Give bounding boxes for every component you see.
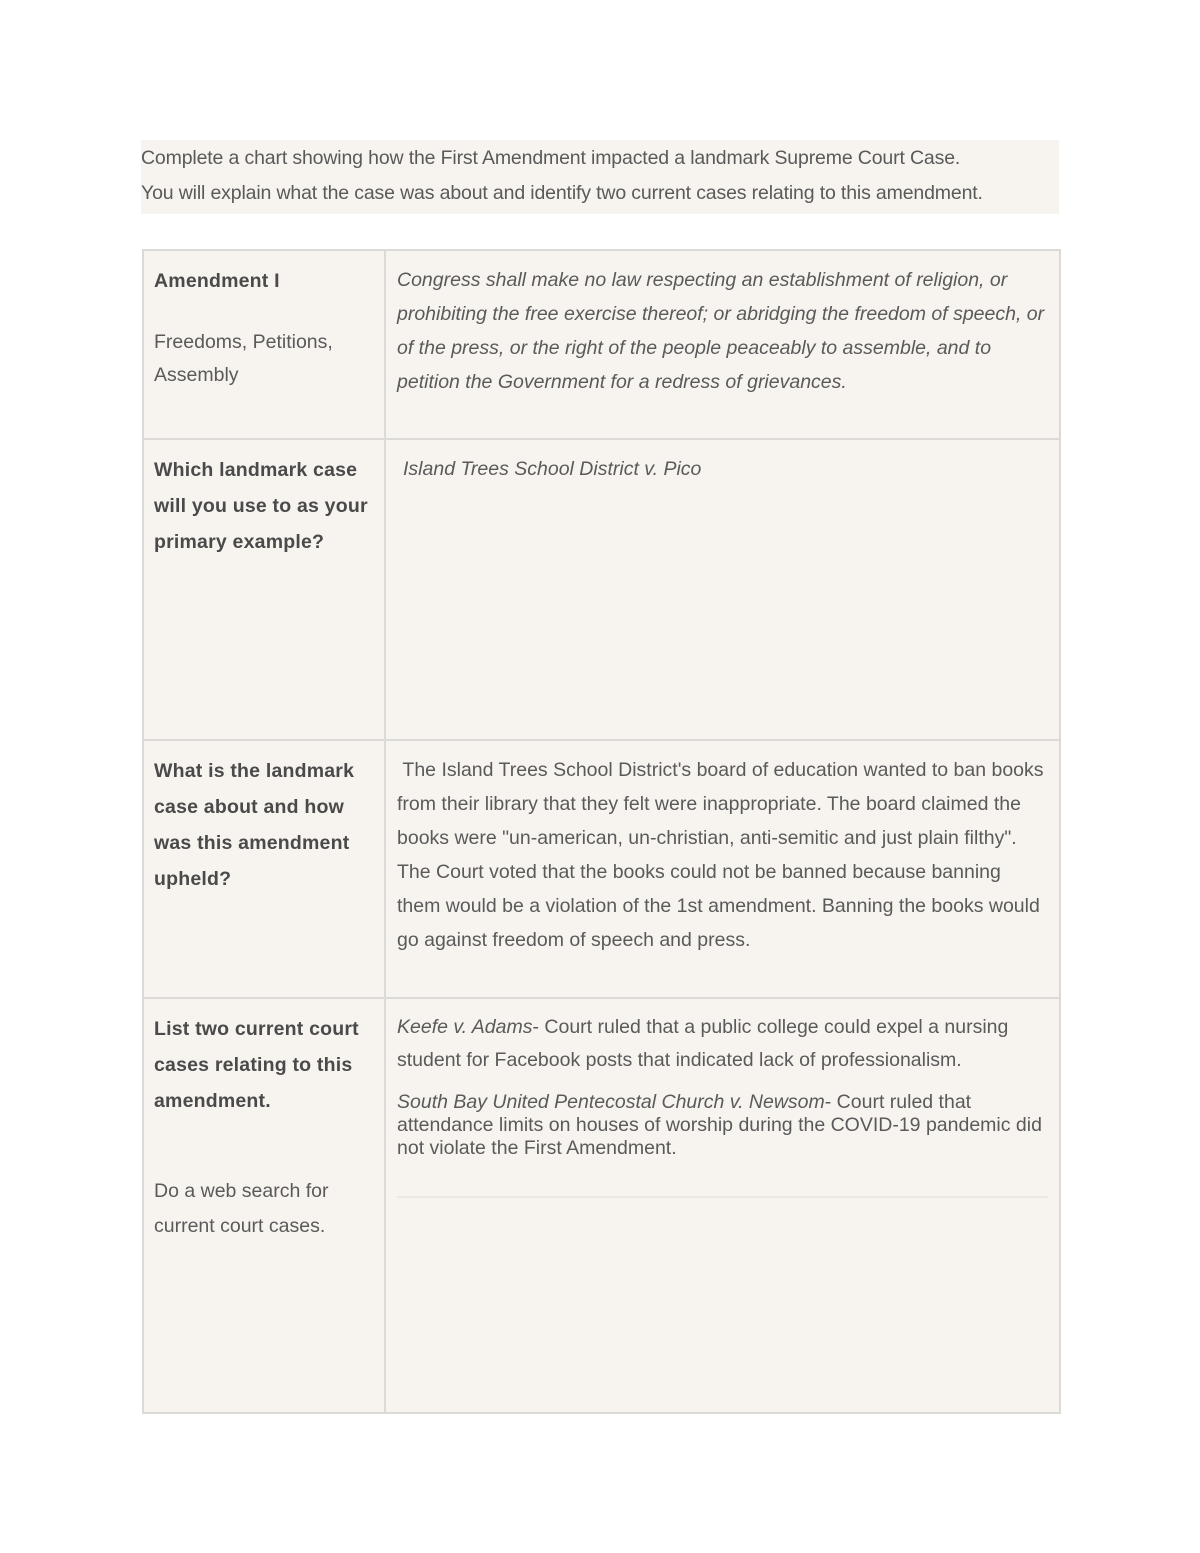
amendment-title: Amendment I	[154, 270, 280, 292]
instructions-line-1: Complete a chart showing how the First Amendment impacted a landmark Supreme Court Case.	[141, 147, 961, 169]
row-label-cell	[143, 439, 385, 740]
row-value-cell	[385, 250, 1060, 439]
current-cases-note: Do a web search for current court cases.	[154, 1180, 329, 1237]
row-value-cell	[385, 740, 1060, 998]
amendment-subtitle: Freedoms, Petitions, Assembly	[154, 331, 333, 386]
table-row	[143, 439, 1060, 740]
divider	[397, 1196, 1048, 1198]
case-description: - Court ruled that a public college could expel a nursing student for Facebook posts that indicated lack of professionalism.	[397, 1016, 1009, 1071]
current-case-2	[397, 1091, 1049, 1160]
row-value-cell	[385, 439, 1060, 740]
current-case-1	[397, 1011, 1049, 1077]
case-name: Keefe v. Adams	[397, 1016, 533, 1038]
table-row	[143, 740, 1060, 998]
row-value-cell	[385, 998, 1060, 1413]
table-row	[143, 998, 1060, 1413]
row-label-cell	[143, 998, 385, 1413]
spacer	[154, 1119, 376, 1174]
case-name: South Bay United Pentecostal Church v. Newsom	[397, 1091, 825, 1113]
case-summary-question: What is the landmark case about and how was this amendment upheld?	[154, 760, 355, 890]
row-label-cell	[143, 250, 385, 439]
table-row	[143, 250, 1060, 439]
landmark-case-question: Which landmark case will you use to as your primary example?	[154, 459, 368, 553]
amendment-text: Congress shall make no law respecting an establishment of religion, or prohibiting the free exercise thereof; or abridging the freedom of speech, or of the press, or the right of the people peaceably to assemble, and to petition the Government for a redress of grievances.	[397, 269, 1045, 393]
current-cases-question: List two current court cases relating to this amendment.	[154, 1018, 359, 1112]
case-description: - Court ruled that attendance limits on houses of worship during the COVID-19 pandemic did not violate the First Amendment.	[397, 1091, 1042, 1159]
instructions-line-2: You will explain what the case was about and identify two current cases relating to this amendment.	[141, 182, 983, 204]
spacer	[154, 299, 376, 326]
landmark-case-answer: Island Trees School District v. Pico	[403, 458, 702, 480]
row-label-cell	[143, 740, 385, 998]
amendment-chart-table	[142, 249, 1061, 1414]
instructions-block	[141, 140, 1059, 214]
case-summary-answer: The Island Trees School District's board of education wanted to ban books from their library that they felt were inappropriate. The board claimed the books were "un-american, un-christian, anti-semitic and just plain filthy". The Court voted that the books could not be banned because banning them would be a violation of the 1st amendment. Banning the books would go against freedom of speech and press.	[397, 759, 1049, 951]
